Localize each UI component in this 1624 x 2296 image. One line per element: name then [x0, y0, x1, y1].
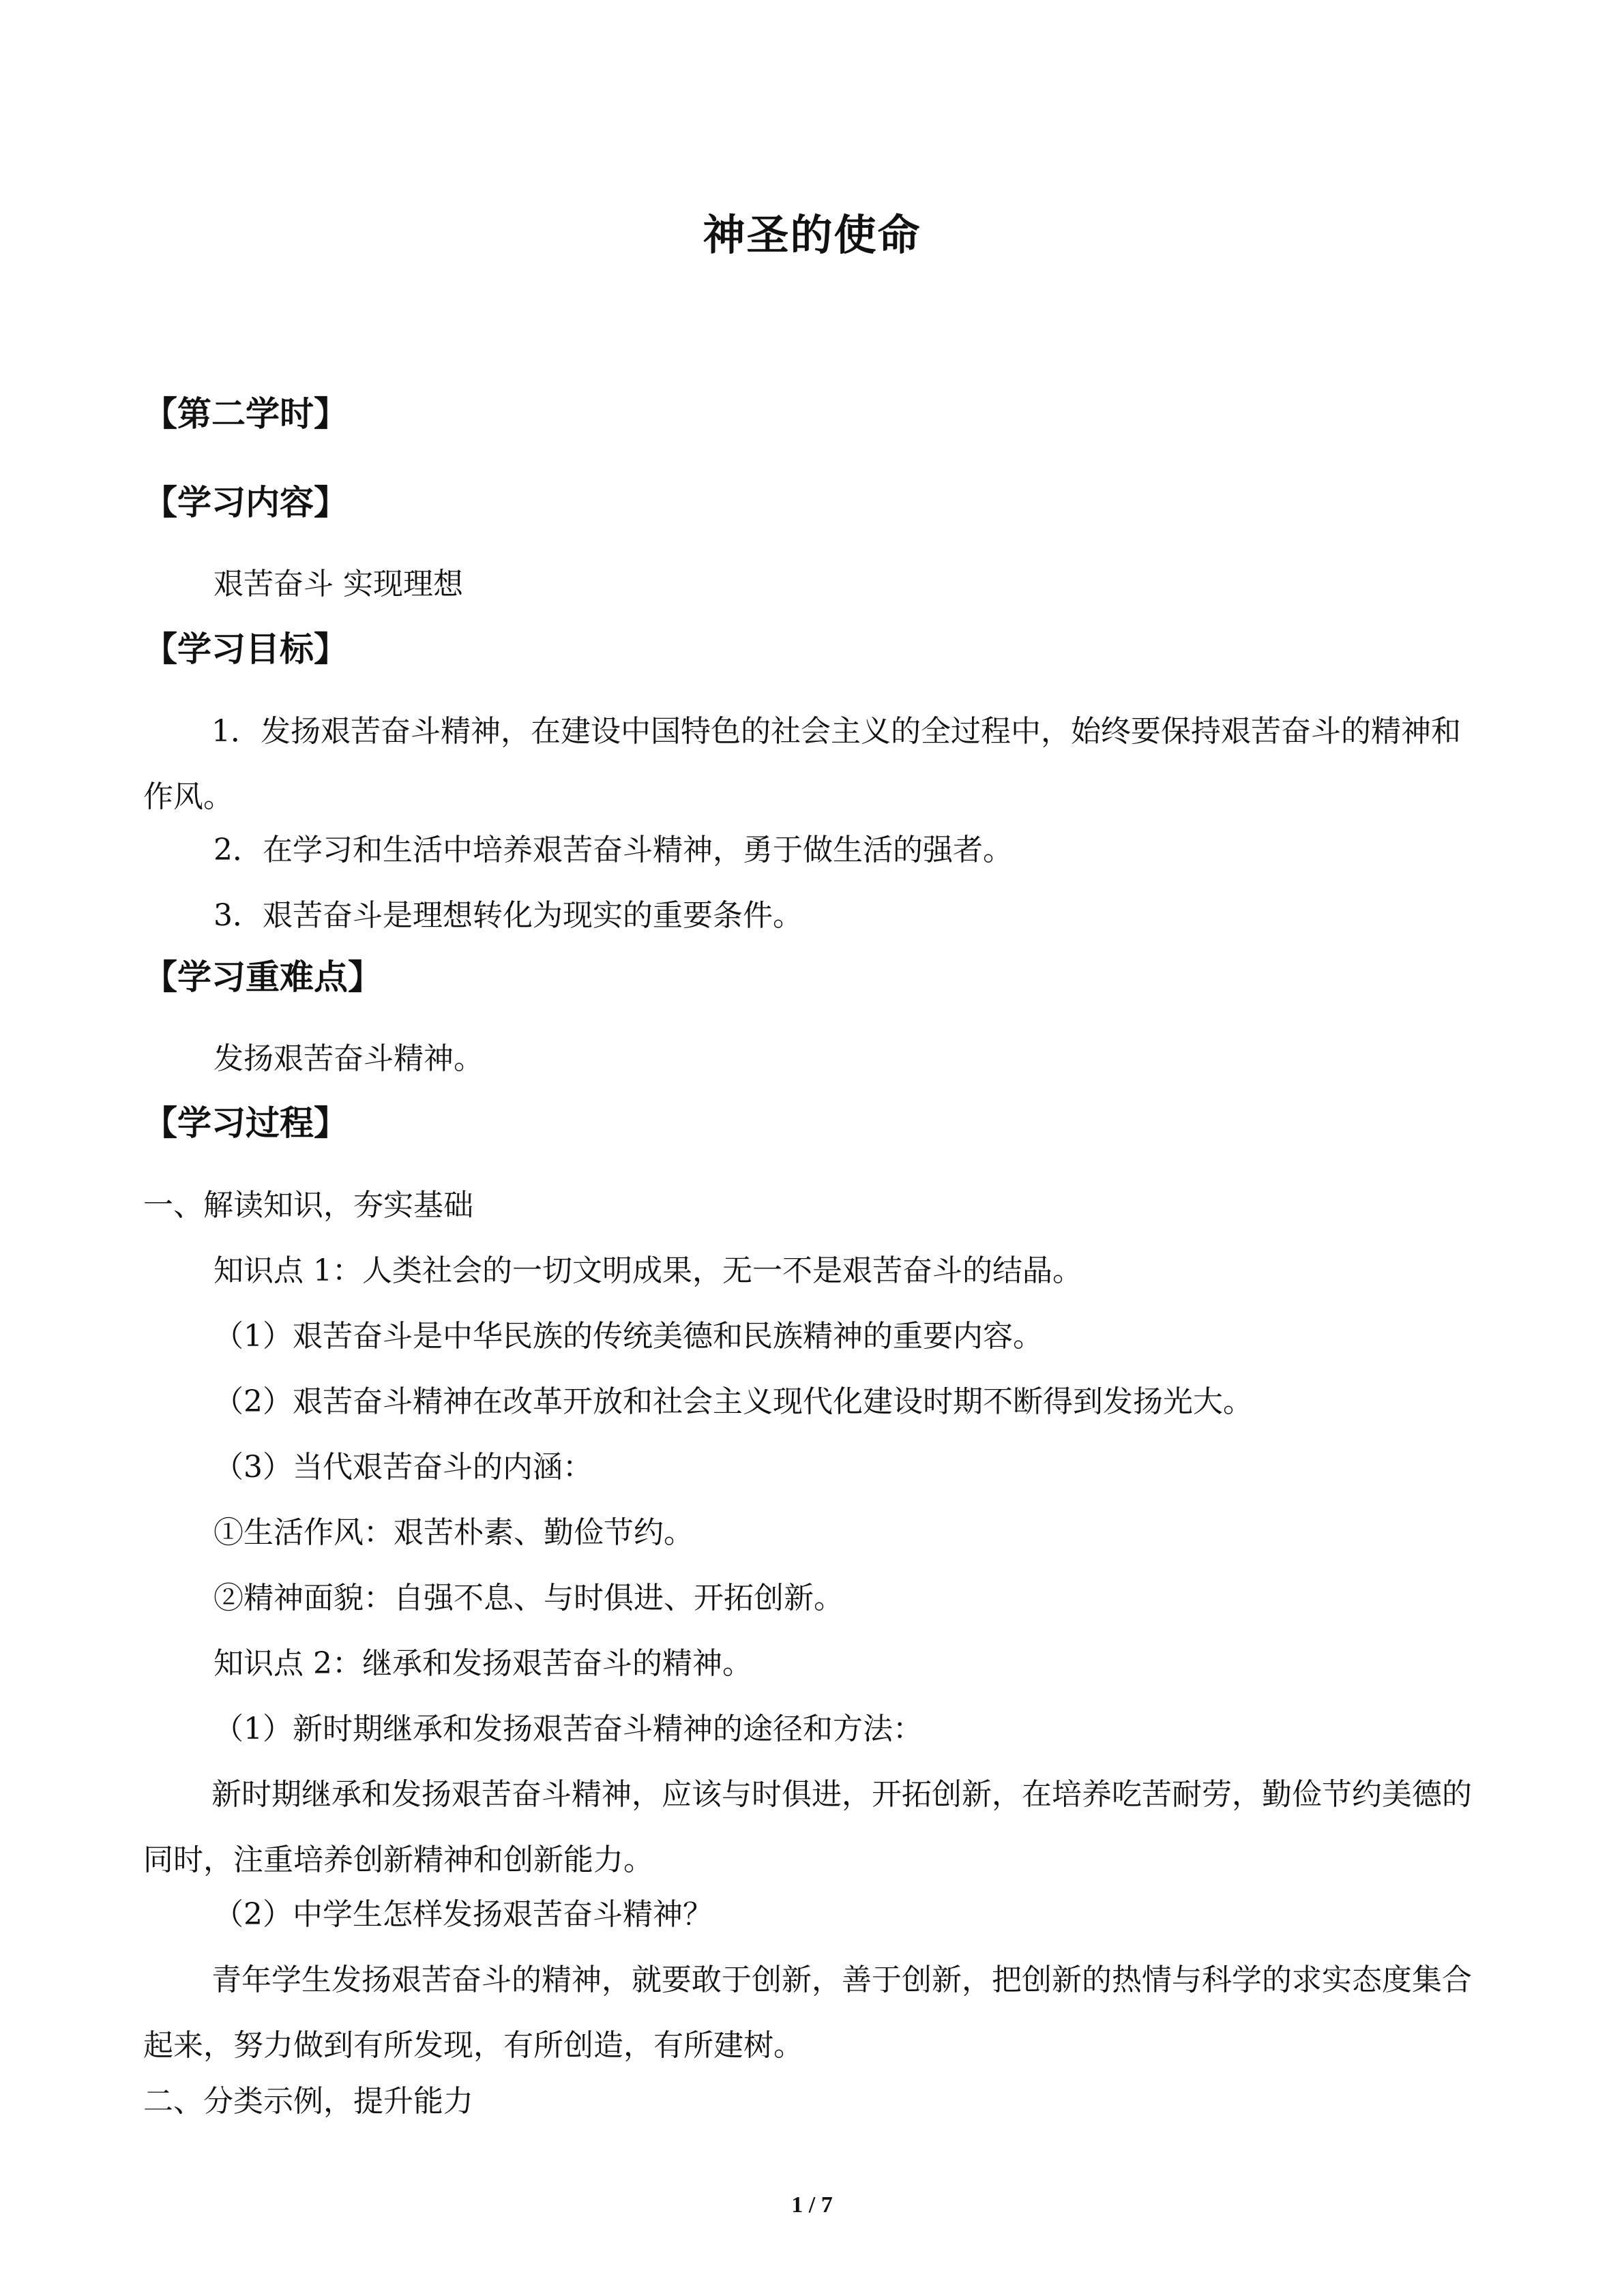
part1-title: 一、解读知识，夯实基础 [143, 1188, 473, 1223]
objective-item: 1．发扬艰苦奋斗精神，在建设中国特色的社会主义的全过程中，始终要保持艰苦奋斗的精神和作风。 [143, 714, 1461, 814]
heading-process: 【学习过程】 [143, 1103, 348, 1143]
knowledge-point-2: 知识点 2：继承和发扬艰苦奋斗的精神。 [213, 1646, 752, 1681]
kp2-question-1: （1）新时期继承和发扬艰苦奋斗精神的途径和方法： [213, 1712, 923, 1746]
content-text: 艰苦奋斗 实现理想 [213, 567, 463, 601]
kp1-item: （3）当代艰苦奋斗的内涵： [213, 1450, 593, 1485]
objective-item: 2．在学习和生活中培养艰苦奋斗精神，勇于做生活的强者。 [213, 833, 1013, 867]
document-title: 神圣的使命 [703, 210, 921, 260]
key-points-text: 发扬艰苦奋斗精神。 [213, 1041, 484, 1076]
kp2-answer-2: 青年学生发扬艰苦奋斗的精神，就要敢于创新，善于创新，把创新的热情与科学的求实态度集合起来，努力做到有所发现，有所创造，有所建树。 [143, 1963, 1472, 2063]
kp1-sub-item: ①生活作风：艰苦朴素、勤俭节约。 [213, 1515, 694, 1550]
kp1-sub-item: ②精神面貌：自强不息、与时俱进、开拓创新。 [213, 1581, 844, 1615]
heading-objectives: 【学习目标】 [143, 629, 348, 669]
kp2-question-2: （2）中学生怎样发扬艰苦奋斗精神？ [213, 1897, 713, 1932]
page-number: 1 / 7 [791, 2192, 833, 2218]
objective-item: 3．艰苦奋斗是理想转化为现实的重要条件。 [213, 898, 803, 933]
kp1-item: （1）艰苦奋斗是中华民族的传统美德和民族精神的重要内容。 [213, 1319, 1043, 1354]
kp2-answer-1: 新时期继承和发扬艰苦奋斗精神，应该与时俱进，开拓创新，在培养吃苦耐劳，勤俭节约美德的同时，注重培养创新精神和创新能力。 [143, 1777, 1472, 1877]
kp1-item: （2）艰苦奋斗精神在改革开放和社会主义现代化建设时期不断得到发扬光大。 [213, 1384, 1253, 1419]
knowledge-point-1: 知识点 1：人类社会的一切文明成果，无一不是艰苦奋斗的结晶。 [213, 1253, 1082, 1288]
heading-key-points: 【学习重难点】 [143, 957, 382, 997]
part2-title: 二、分类示例，提升能力 [143, 2084, 473, 2119]
heading-content: 【学习内容】 [143, 483, 348, 522]
heading-period: 【第二学时】 [143, 394, 348, 434]
